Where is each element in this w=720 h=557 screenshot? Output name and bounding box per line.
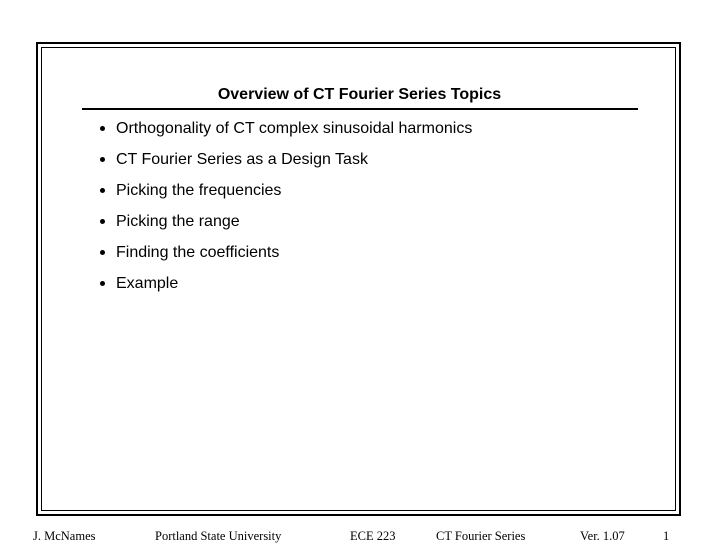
footer-institution: Portland State University (155, 529, 282, 543)
list-item (96, 274, 472, 305)
list-item (96, 150, 472, 181)
list-item (96, 243, 472, 274)
footer-version: Ver. 1.07 (580, 529, 625, 543)
footer-topic: CT Fourier Series (436, 529, 526, 543)
bullet-icon (100, 219, 105, 224)
list-item-label: Picking the frequencies (116, 182, 282, 199)
bullet-icon (100, 188, 105, 193)
bullet-icon (100, 250, 105, 255)
bullet-icon (100, 157, 105, 162)
slide-footer (0, 527, 720, 545)
slide-title: Overview of CT Fourier Series Topics (217, 86, 502, 103)
list-item-label: Example (116, 275, 179, 292)
list-item (96, 181, 472, 212)
bullet-icon (100, 281, 105, 286)
list-item-label: CT Fourier Series as a Design Task (116, 151, 368, 168)
list-item-label: Finding the coefficients (116, 244, 280, 261)
footer-author: J. McNames (33, 529, 96, 543)
footer-page-number: 1 (663, 529, 670, 543)
footer-course: ECE 223 (350, 529, 396, 543)
list-item-label: Orthogonality of CT complex sinusoidal harmonics (116, 120, 473, 137)
bullet-icon (100, 126, 105, 131)
list-item-label: Picking the range (116, 213, 240, 230)
list-item (96, 212, 472, 243)
list-item (96, 119, 472, 150)
title-divider (82, 108, 638, 110)
topic-list (96, 119, 472, 305)
